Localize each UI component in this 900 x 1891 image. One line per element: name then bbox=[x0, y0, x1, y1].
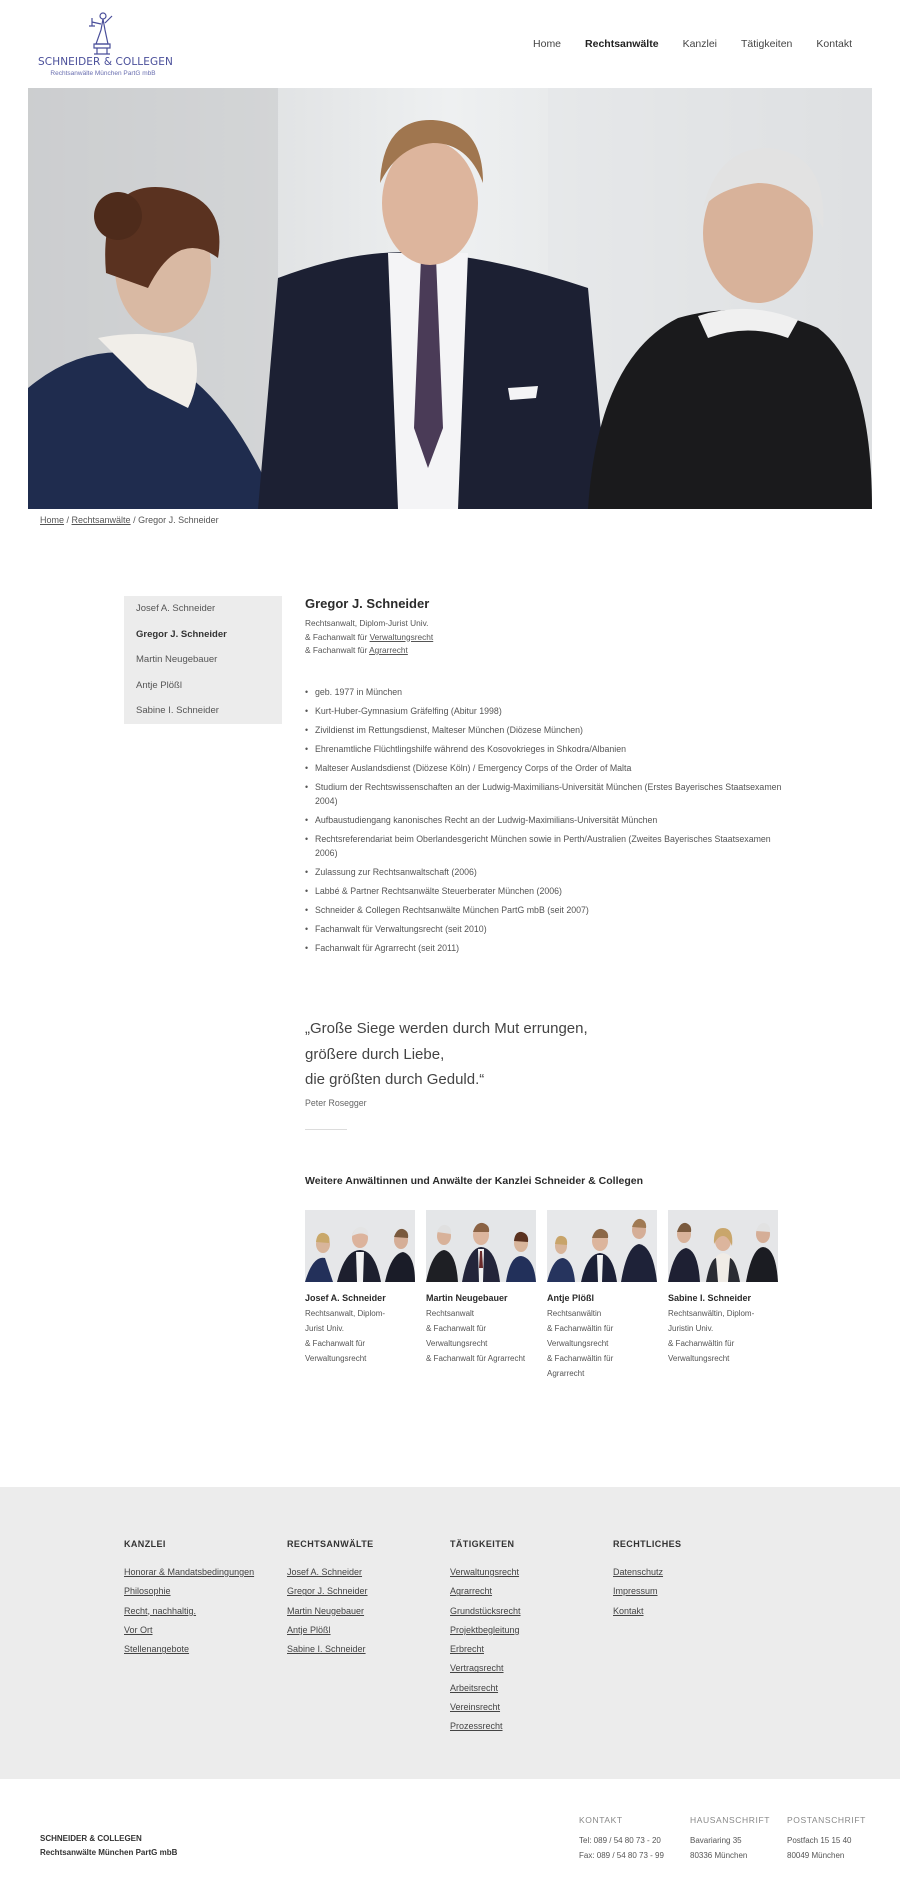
sidebar-item-josef[interactable]: Josef A. Schneider bbox=[136, 603, 216, 614]
bio-item: • Rechtsreferendariat beim Oberlandesgericht München sowie in Perth/Australien (Zweites Bayerisches Staatsexamen 2006) bbox=[305, 832, 785, 860]
street-address-line: Bavariaring 35 bbox=[690, 1836, 742, 1845]
credential-line bbox=[305, 631, 785, 645]
credential-prefix: & Fachanwalt für bbox=[305, 645, 370, 655]
footer-column-title: RECHTSANWÄLTE bbox=[287, 1539, 374, 1549]
lawyer-description: Rechtsanwalt & Fachanwalt für Verwaltungsrecht & Fachanwalt für Agrarrecht bbox=[426, 1309, 526, 1363]
hero-photo bbox=[28, 88, 872, 509]
lawyer-photo-illustration bbox=[305, 1210, 415, 1282]
bio-item: • Zivildienst im Rettungsdienst, Malteser München (Diözese München) bbox=[305, 723, 785, 737]
bio-item: • Studium der Rechtswissenschaften an der Ludwig-Maximilians-Universität München (Erstes Bayerisches Staatsexamen 2004) bbox=[305, 780, 785, 808]
bio-item: • Labbé & Partner Rechtsanwälte Steuerberater München (2006) bbox=[305, 884, 785, 898]
sidebar-item-martin[interactable]: Martin Neugebauer bbox=[136, 654, 218, 665]
footer-link[interactable]: Antje Plößl bbox=[287, 1624, 331, 1635]
site-footer bbox=[0, 1487, 900, 1779]
sidebar-item-sabine[interactable]: Sabine I. Schneider bbox=[136, 705, 219, 716]
bio-item: • Kurt-Huber-Gymnasium Gräfelfing (Abitur 1998) bbox=[305, 704, 785, 718]
footer-link[interactable]: Arbeitsrecht bbox=[450, 1682, 499, 1693]
footer-link[interactable]: Prozessrecht bbox=[450, 1721, 503, 1732]
footer-column-title: RECHTLICHES bbox=[613, 1539, 682, 1549]
footer-link[interactable]: Projektbegleitung bbox=[450, 1624, 520, 1635]
logo-title: SCHNEIDER & COLLEGEN bbox=[38, 56, 173, 68]
footer-link[interactable]: Grundstücksrecht bbox=[450, 1605, 521, 1616]
postal-address-block bbox=[787, 1815, 866, 1863]
lawyer-photo-illustration bbox=[547, 1210, 657, 1282]
footer-link[interactable]: Philosophie bbox=[124, 1586, 171, 1597]
breadcrumb bbox=[40, 515, 219, 525]
lawyer-photo[interactable] bbox=[668, 1210, 778, 1282]
contact-block bbox=[579, 1815, 664, 1863]
footer-link[interactable]: Sabine I. Schneider bbox=[287, 1644, 366, 1655]
footer-column-title: TÄTIGKEITEN bbox=[450, 1539, 515, 1549]
breadcrumb-separator: / bbox=[130, 515, 139, 525]
sidebar-item-antje[interactable]: Antje Plößl bbox=[136, 679, 182, 691]
postal-address-title: POSTANSCHRIFT bbox=[787, 1815, 866, 1825]
footer-link[interactable]: Gregor J. Schneider bbox=[287, 1586, 368, 1597]
lawyer-photo[interactable] bbox=[547, 1210, 657, 1282]
footer-brand-name: SCHNEIDER & COLLEGEN bbox=[40, 1834, 142, 1843]
footer-link[interactable]: Vor Ort bbox=[124, 1624, 153, 1635]
other-lawyers-heading: Weitere Anwältinnen und Anwälte der Kanzlei Schneider & Collegen bbox=[305, 1175, 643, 1187]
footer-column-kanzlei bbox=[124, 1539, 254, 1659]
bio-item: • Fachanwalt für Verwaltungsrecht (seit 2010) bbox=[305, 922, 785, 936]
footer-column-rechtliches bbox=[613, 1539, 681, 1621]
lawyer-card[interactable] bbox=[668, 1210, 778, 1366]
bio-item: • Ehrenamtliche Flüchtlingshilfe während des Kosovokrieges in Shkodra/Albanien bbox=[305, 742, 785, 756]
footer-link[interactable]: Josef A. Schneider bbox=[287, 1567, 363, 1577]
lawyer-photo[interactable] bbox=[305, 1210, 415, 1282]
footer-brand-subtitle: Rechtsanwälte München PartG mbB bbox=[40, 1848, 178, 1857]
credential-line bbox=[305, 644, 785, 658]
footer-link[interactable]: Erbrecht bbox=[450, 1644, 485, 1655]
lawyer-photo-illustration bbox=[426, 1210, 536, 1282]
quote-line: die größten durch Geduld.“ bbox=[305, 1071, 485, 1088]
footer-link[interactable]: Martin Neugebauer bbox=[287, 1605, 365, 1616]
page-title: Gregor J. Schneider bbox=[305, 596, 430, 611]
footer-link[interactable]: Datenschutz bbox=[613, 1567, 664, 1577]
breadcrumb-current: Gregor J. Schneider bbox=[138, 515, 219, 525]
footer-link[interactable]: Recht, nachhaltig. bbox=[124, 1605, 197, 1616]
footer-link[interactable]: Honorar & Mandatsbedingungen bbox=[124, 1567, 255, 1577]
logo-subtitle: Rechtsanwälte München PartG mbB bbox=[50, 70, 156, 77]
fax-number: Fax: 089 / 54 80 73 - 99 bbox=[579, 1850, 664, 1860]
lawyer-sidebar bbox=[124, 596, 282, 724]
credential-line: Rechtsanwalt, Diplom-Jurist Univ. bbox=[305, 618, 429, 628]
lawyer-description: Rechtsanwalt, Diplom- Jurist Univ. & Fachanwalt für Verwaltungsrecht bbox=[305, 1309, 386, 1363]
nav-kanzlei[interactable]: Kanzlei bbox=[682, 38, 718, 50]
breadcrumb-section-link[interactable]: Rechtsanwälte bbox=[71, 515, 131, 525]
quote-line: „Große Siege werden durch Mut errungen, bbox=[305, 1020, 588, 1037]
bio-item: • Malteser Auslandsdienst (Diözese Köln) / Emergency Corps of the Order of Malta bbox=[305, 761, 785, 775]
footer-column-title: KANZLEI bbox=[124, 1539, 166, 1549]
lawyer-name[interactable]: Sabine I. Schneider bbox=[668, 1293, 752, 1303]
lawyer-card[interactable] bbox=[426, 1210, 536, 1366]
lawyer-photo-illustration bbox=[668, 1210, 778, 1282]
footer-column-rechtsanwaelte bbox=[287, 1539, 374, 1659]
nav-rechtsanwaelte[interactable]: Rechtsanwälte bbox=[585, 38, 659, 50]
lawyer-name[interactable]: Martin Neugebauer bbox=[426, 1293, 508, 1303]
lawyer-card[interactable] bbox=[547, 1210, 657, 1381]
footer-link[interactable]: Kontakt bbox=[613, 1605, 644, 1616]
lawyer-photo[interactable] bbox=[426, 1210, 536, 1282]
postal-city: 80049 München bbox=[787, 1850, 845, 1860]
sidebar-item-gregor[interactable]: Gregor J. Schneider bbox=[136, 628, 227, 640]
footer-link[interactable]: Agrarrecht bbox=[450, 1586, 493, 1597]
breadcrumb-home-link[interactable]: Home bbox=[40, 515, 65, 525]
bio-item: • Schneider & Collegen Rechtsanwälte München PartG mbB (seit 2007) bbox=[305, 903, 785, 917]
contact-title: KONTAKT bbox=[579, 1815, 623, 1825]
phone-number[interactable]: Tel: 089 / 54 80 73 - 20 bbox=[579, 1836, 661, 1845]
lawyer-card[interactable] bbox=[305, 1210, 415, 1366]
quote-author: Peter Rosegger bbox=[305, 1097, 367, 1108]
quote-block bbox=[305, 1016, 785, 1108]
quote-line: größere durch Liebe, bbox=[305, 1045, 445, 1063]
bio-item: • Zulassung zur Rechtsanwaltschaft (2006) bbox=[305, 865, 785, 879]
street-address-title: HAUSANSCHRIFT bbox=[690, 1815, 771, 1825]
credential-prefix: & Fachanwalt für bbox=[305, 631, 370, 642]
street-address-city: 80336 München bbox=[690, 1850, 748, 1860]
lawyer-name[interactable]: Antje Plößl bbox=[547, 1293, 594, 1303]
agrarrecht-link[interactable]: Agrarrecht bbox=[369, 645, 408, 655]
verwaltungsrecht-link[interactable]: Verwaltungsrecht bbox=[369, 631, 434, 642]
profile-header bbox=[305, 596, 785, 658]
footer-link[interactable]: Vertragsrecht bbox=[450, 1663, 504, 1674]
divider bbox=[305, 1129, 347, 1130]
footer-link[interactable]: Verwaltungsrecht bbox=[450, 1567, 520, 1577]
credentials bbox=[305, 617, 785, 658]
bottom-bar bbox=[0, 1779, 900, 1891]
bio-item: • Fachanwalt für Agrarrecht (seit 2011) bbox=[305, 941, 785, 955]
lawyer-description: Rechtsanwältin, Diplom- Juristin Univ. & Fachanwältin für Verwaltungsrecht bbox=[668, 1309, 755, 1363]
bio-item: • Aufbaustudiengang kanonisches Recht an der Ludwig-Maximilians-Universität München bbox=[305, 813, 785, 827]
nav-kontakt[interactable]: Kontakt bbox=[816, 38, 852, 50]
footer-link[interactable]: Stellenangebote bbox=[124, 1644, 190, 1655]
nav-home[interactable]: Home bbox=[533, 38, 562, 50]
logo[interactable] bbox=[38, 10, 173, 80]
footer-brand bbox=[40, 1832, 177, 1860]
bio-item: • geb. 1977 in München bbox=[305, 685, 785, 699]
site-header bbox=[0, 0, 900, 88]
footer-link[interactable]: Impressum bbox=[613, 1586, 658, 1597]
lawyer-description: Rechtsanwältin & Fachanwältin für Verwaltungsrecht & Fachanwältin für Agrarrecht bbox=[547, 1309, 614, 1378]
footer-link[interactable]: Vereinsrecht bbox=[450, 1702, 501, 1713]
breadcrumb-separator: / bbox=[64, 515, 72, 525]
justitia-logo-icon bbox=[86, 10, 116, 56]
footer-column-taetigkeiten bbox=[450, 1539, 521, 1737]
bio-list bbox=[305, 685, 785, 960]
other-lawyers-grid bbox=[305, 1210, 805, 1390]
street-address-block bbox=[690, 1815, 770, 1863]
lawyer-name[interactable]: Josef A. Schneider bbox=[305, 1293, 386, 1303]
postal-box: Postfach 15 15 40 bbox=[787, 1836, 852, 1845]
nav-taetigkeiten[interactable]: Tätigkeiten bbox=[741, 38, 793, 50]
hero-photo-illustration bbox=[28, 88, 872, 509]
main-nav bbox=[533, 38, 852, 50]
